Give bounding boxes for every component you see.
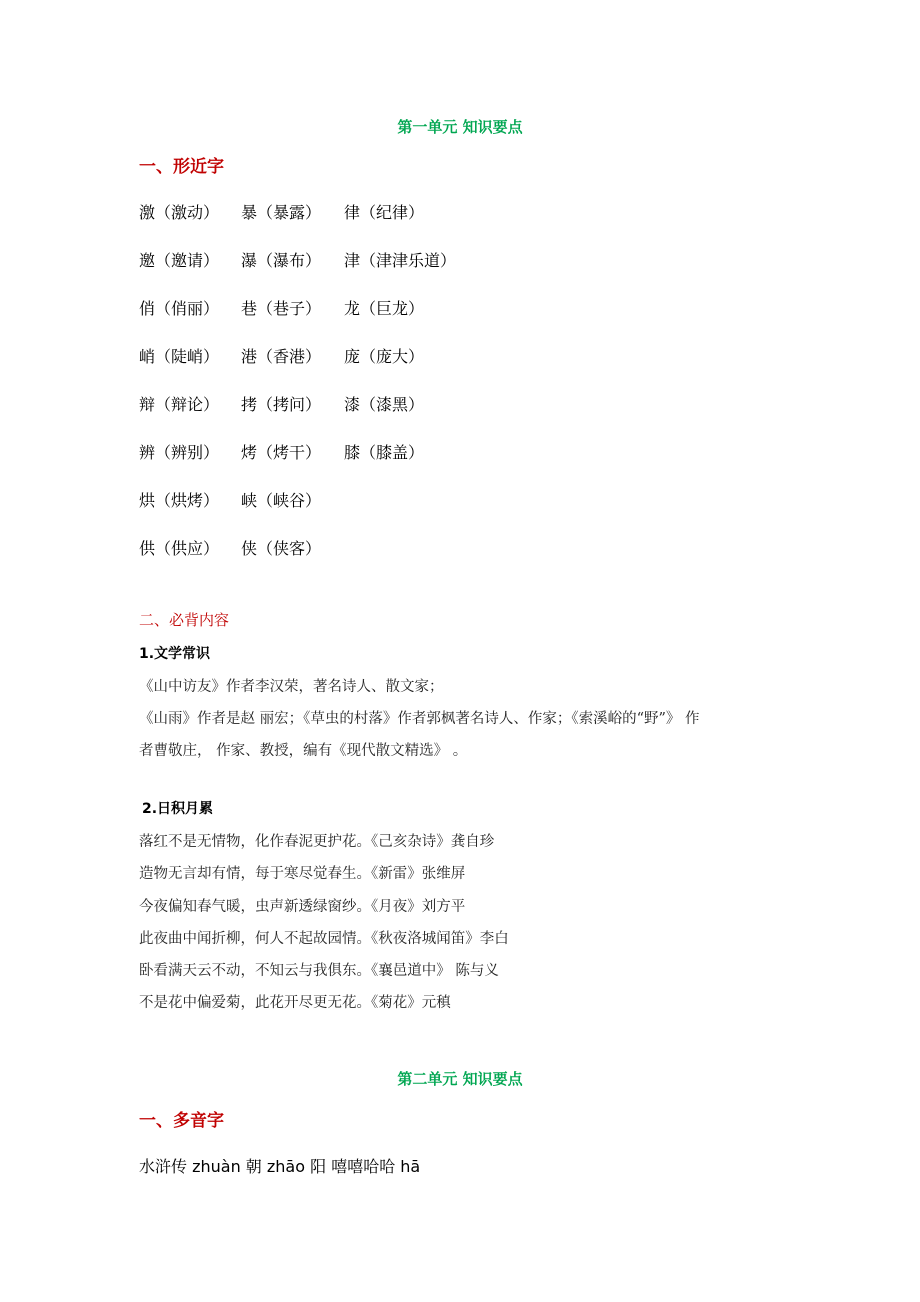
char-item: 津（津津乐道） <box>344 251 457 270</box>
daily-accumulation-title: 2.日积月累 <box>142 801 214 817</box>
char-item: 激（激动） <box>139 203 220 222</box>
poem-line: 卧看满天云不动，不知云与我俱东。《襄邑道中》 陈与义 <box>139 963 499 979</box>
char-item: 峭（陡峭） <box>139 347 220 366</box>
poem-line: 此夜曲中闻折柳，何人不起故园情。《秋夜洛城闻笛》李白 <box>139 931 509 947</box>
literature-line: 者曹敬庄， 作家、教授，编有《现代散文精选》 。 <box>139 743 468 759</box>
char-item: 庞（庞大） <box>344 347 425 366</box>
char-item: 巷（巷子） <box>241 299 322 318</box>
char-item: 邀（邀请） <box>139 251 220 270</box>
poem-line: 今夜偏知春气暖，虫声新透绿窗纱。《月夜》刘方平 <box>139 899 466 915</box>
char-item: 俏（俏丽） <box>139 299 220 318</box>
char-item: 峡（峡谷） <box>241 491 322 510</box>
char-item: 辩（辩论） <box>139 395 220 414</box>
char-item: 烤（烤干） <box>241 443 322 462</box>
char-item: 瀑（瀑布） <box>241 251 322 270</box>
section-polyphonic-title: 一、多音字 <box>139 1111 224 1131</box>
char-item: 暴（暴露） <box>241 203 322 222</box>
section-similar-chars-title: 一、形近字 <box>139 157 224 177</box>
char-item: 拷（拷问） <box>241 395 322 414</box>
poem-line: 不是花中偏爱菊，此花开尽更无花。《菊花》元稹 <box>139 995 451 1011</box>
char-item: 港（香港） <box>241 347 322 366</box>
char-item: 膝（膝盖） <box>344 443 425 462</box>
literature-knowledge-title: 1.文学常识 <box>139 646 211 662</box>
char-item: 漆（漆黑） <box>344 395 425 414</box>
char-item: 律（纪律） <box>344 203 425 222</box>
section-must-memorize-title: 二、必背内容 <box>139 611 230 629</box>
literature-line: 《山雨》作者是赵 丽宏；《草虫的村落》作者郭枫著名诗人、作家；《索溪峪的“野”》 作 <box>139 711 700 727</box>
unit1-title: 第一单元 知识要点 <box>397 118 523 136</box>
char-item: 龙（巨龙） <box>344 299 425 318</box>
char-item: 供（供应） <box>139 539 220 558</box>
poem-line: 落红不是无情物，化作春泥更护花。《己亥杂诗》龚自珍 <box>139 834 495 850</box>
poem-line: 造物无言却有情，每于寒尽觉春生。《新雷》张维屏 <box>139 866 466 882</box>
char-item: 侠（侠客） <box>241 539 322 558</box>
char-item: 辨（辨别） <box>139 443 220 462</box>
unit2-title: 第二单元 知识要点 <box>397 1070 523 1088</box>
polyphonic-line: 水浒传 zhuàn 朝 zhāo 阳 嘻嘻哈哈 hā <box>139 1157 421 1176</box>
literature-line: 《山中访友》作者李汉荣，著名诗人、散文家； <box>139 679 444 695</box>
char-item: 烘（烘烤） <box>139 491 220 510</box>
